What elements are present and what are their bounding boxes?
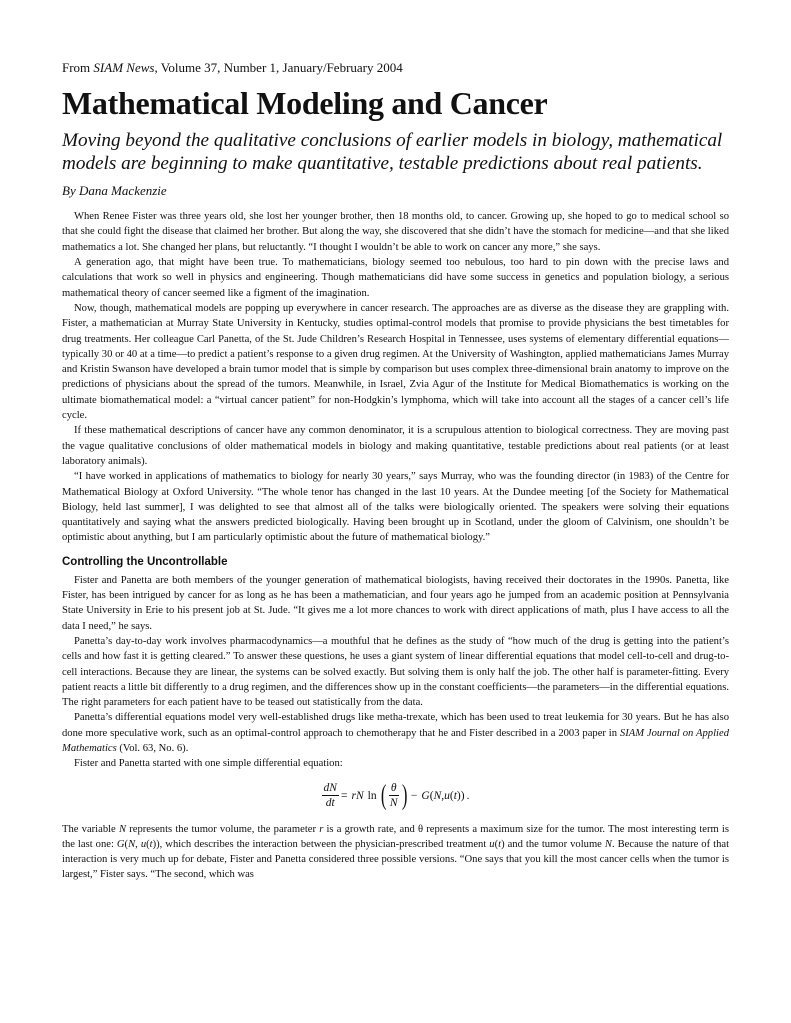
article-body — [62, 209, 729, 883]
source-publication: SIAM News — [93, 60, 155, 75]
source-prefix: From — [62, 60, 94, 75]
paragraph: Panetta’s day-to-day work involves pharmacodynamics—a mouthful that he defines as the study of “how much of the drug is getting into the patient’s cells and how fast it is getting cleared.” To answer these questions, he uses a giant system of linear differential equations that model cell-to-cell and drug-to-cell interactions. Because they are linear, the systems can be solved exactly. But solving them is only half the job. The other half is parameter-fitting. Every patient reacts a little bit differently to a drug regimen, and the differences show up in the constant coefficients—the parameters—in the differential equations. The right parameters for each patient have to be teased out statistically from the data. — [62, 635, 729, 709]
article-subtitle: Moving beyond the qualitative conclusions of earlier models in biology, mathematical models are beginning to make quantitative, testable predictions about real patients. — [62, 130, 723, 174]
left-paren-icon: ( — [380, 779, 387, 811]
paragraph-journal: Panetta’s differential equations model very well-established drugs like metha-trexate, which has been used to treat leukemia for 30 years. But he has also done more speculative work, such as an optimal-control approach to chemotherapy that he and Fister described in a 2003 paper in SIAM Journal on Applied Mathematics (Vol. 63, No. 6). — [62, 712, 729, 754]
source-issue: , Volume 37, Number 1, January/February 2004 — [154, 60, 403, 75]
paragraph-equation-intro: Fister and Panetta started with one simple differential equation: — [74, 758, 343, 770]
section-heading: Controlling the Uncontrollable — [62, 555, 228, 568]
source-line — [62, 60, 729, 76]
paragraph: “I have worked in applications of mathematics to biology for nearly 30 years,” says Murray, who was the founding director (in 1983) of the Centre for Mathematical Biology at Oxford University. “The whole tenor has changed in the last 10 years. At the Dundee meeting [of the Society for Mathematical Biology, held last summer], I was delighted to see that almost all of the talks were biologically oriented. The speakers were solving their equations quantitatively and saying what the answers predicted biologically. Having been brought up in Scotland, under the gloom of Calvinism, one shouldn’t be optimistic about anything, but I am particularly optimistic about the future of mathematical biology.” — [62, 471, 729, 544]
equation-lhs-fraction: $\frac{dN}{dt}$ — [323, 782, 337, 810]
article-title: Mathematical Modeling and Cancer — [62, 85, 548, 121]
paragraph: Fister and Panetta are both members of the younger generation of mathematical biologists, having received their doctorates in the 1990s. Panetta, like Fister, has been intrigued by cancer for as long as he has been a mathematician, and four years ago he jumped from an academic position at Pennsylvania State University in Erie to his present job at St. Jude. “It gives me a lot more chances to work with direct applications of math, plus I have access to all the data I need,” he says. — [62, 574, 729, 632]
paragraph: If these mathematical descriptions of cancer have any common denominator, it is a scrupulous attention to biological correctness. They are moving past the vague qualitative conclusions of older mathematical models in biology and making quantitative, testable predictions about real patients (or at least laboratory animals). — [62, 425, 729, 467]
article-byline: By Dana Mackenzie — [62, 183, 167, 199]
right-paren-icon: ) — [401, 779, 408, 811]
equation-theta-fraction: $\frac{\theta}{N}$ — [389, 782, 398, 810]
differential-equation: $\frac{dN}{dt}$ = rN ln ( $\frac{\theta}{N}$ ) − G(N,u(t)) . — [323, 779, 470, 811]
paragraph: When Renee Fister was three years old, she lost her younger brother, then 18 months old, to cancer. Growing up, she hoped to go to medical school so that she could fight the disease that claimed her brother. But along the way, she discovered that she didn’t have the stomach for medicine—and that she liked mathematics a lot. She changed her plans, but reluctantly. “I thought I wouldn’t be able to work on cancer any more,” she says. — [62, 211, 729, 253]
paragraph: A generation ago, that might have been true. To mathematicians, biology seemed too nebulous, too hard to pin down with the precise laws and calculations that work so well in physics and engineering. Though mathematicians did have some success in genetics and population biology, a serious mathematical theory of cancer seemed like a figment of the imagination. — [62, 257, 729, 299]
paragraph: Now, though, mathematical models are popping up everywhere in cancer research. The approaches are as diverse as the disease they are grappling with. Fister, a mathematician at Murray State University in Kentucky, studies optimal-control models that promise to provide physicians the best timetables for drug treatments. Her colleague Carl Panetta, of the St. Jude Children’s Research Hospital in Tennessee, uses systems of elementary differential equations—typically 30 or 40 at a time—to predict a patient’s response to a given drug regimen. At the University of Washington, applied mathematicians James Murray and Kristin Swanson have developed a brain tumor model that is simple by comparison but uses complex three-dimensional brain anatomy to improve on the predictions of physicians about the spread of the tumors. Meanwhile, in Israel, Zvia Agur of the Institute for Medical Biomathematics is working on the ultimate biomathematical model: a “virtual cancer patient” for non-Hodgkin’s lymphoma, which will take into account all the stages of a cancer cell’s life cycle. — [62, 302, 729, 422]
paragraph-after-equation: The variable N represents the tumor volume, the parameter r is a growth rate, and θ represents a maximum size for the tumor. The most interesting term is the last one: G(N, u(t)), which describes the interaction between the physician-prescribed treatment u(t) and the tumor volume N. Because the nature of that interaction is very much up for debate, Fister and Panetta considered three possible versions. “One says that you kill the most cancer cells when the tumor is largest,” Fister says. “The second, which was — [62, 823, 730, 881]
journal-name: SIAM Journal on Applied Mathematics — [62, 727, 729, 754]
